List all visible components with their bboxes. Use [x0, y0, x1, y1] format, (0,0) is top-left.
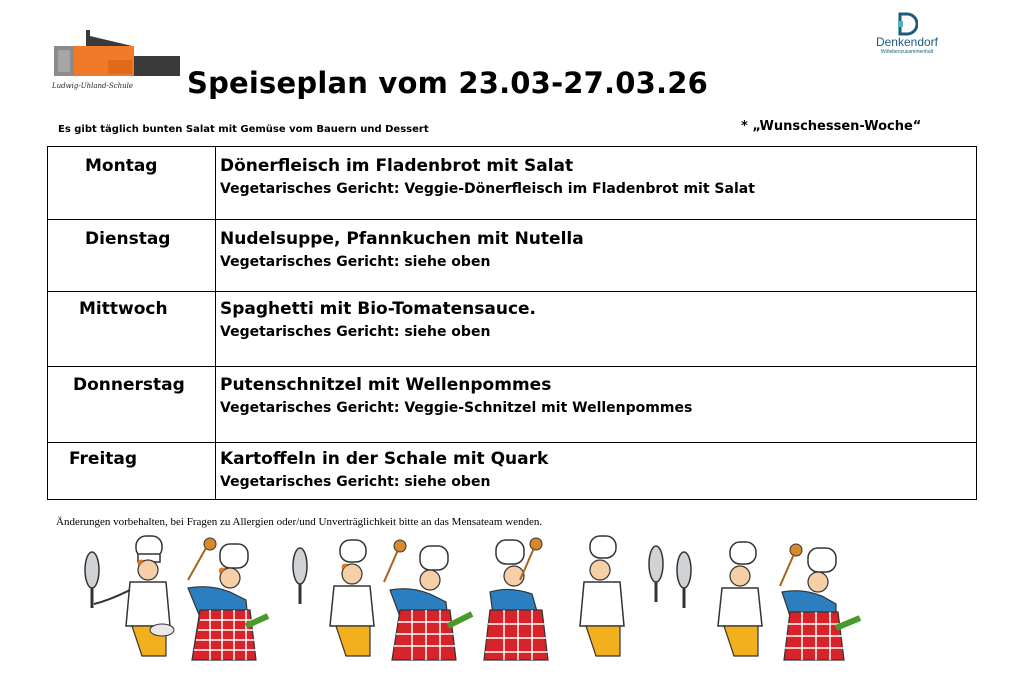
brand-tagline: Wirlebenzusammenhalt	[880, 49, 934, 55]
menu-table	[47, 146, 977, 500]
vegetarian-dish: Vegetarisches Gericht: siehe oben	[220, 254, 491, 270]
page-title: Speiseplan vom 23.03-27.03.26	[187, 66, 709, 100]
menu-row-thursday	[47, 367, 977, 442]
cooking-chefs-illustration	[70, 530, 870, 664]
chef-pair-icon	[670, 530, 870, 664]
day-label: Donnerstag	[73, 375, 185, 395]
denkendorf-d-icon	[896, 12, 918, 36]
vegetarian-dish: Vegetarisches Gericht: siehe oben	[220, 474, 491, 490]
denkendorf-logo	[866, 12, 948, 55]
main-dish: Nudelsuppe, Pfannkuchen mit Nutella	[220, 229, 584, 249]
day-label: Freitag	[69, 449, 138, 469]
menu-row-friday	[47, 443, 977, 500]
wish-week-note: * „Wunschessen-Woche“	[741, 119, 922, 134]
footer-note: Änderungen vorbehalten, bei Fragen zu Allergien oder/und Unverträglichkeit bitte an das Mensateam wenden.	[56, 516, 543, 528]
chef-pair-icon	[70, 530, 270, 664]
menu-row-wednesday	[47, 292, 977, 366]
brand-name: Denkendorf	[875, 35, 939, 49]
school-logo	[52, 30, 182, 98]
vegetarian-dish: Vegetarisches Gericht: Veggie-Dönerfleisch im Fladenbrot mit Salat	[220, 181, 755, 197]
chef-pair-icon	[480, 530, 680, 664]
main-dish: Putenschnitzel mit Wellenpommes	[220, 375, 552, 395]
chef-pair-icon	[280, 530, 480, 664]
vegetarian-dish: Vegetarisches Gericht: siehe oben	[220, 324, 491, 340]
menu-row-monday	[47, 147, 977, 219]
daily-note: Es gibt täglich bunten Salat mit Gemüse vom Bauern und Dessert	[58, 124, 429, 135]
menu-row-tuesday	[47, 220, 977, 291]
school-name: Ludwig-Uhland-Schule	[52, 82, 134, 90]
vegetarian-dish: Vegetarisches Gericht: Veggie-Schnitzel mit Wellenpommes	[220, 400, 693, 416]
day-label: Mittwoch	[79, 299, 168, 319]
main-dish: Dönerfleisch im Fladenbrot mit Salat	[220, 156, 574, 176]
school-building-icon	[52, 30, 182, 82]
main-dish: Kartoffeln in der Schale mit Quark	[220, 449, 549, 469]
day-label: Dienstag	[85, 229, 171, 249]
main-dish: Spaghetti mit Bio-Tomatensauce.	[220, 299, 537, 319]
day-label: Montag	[85, 156, 158, 176]
